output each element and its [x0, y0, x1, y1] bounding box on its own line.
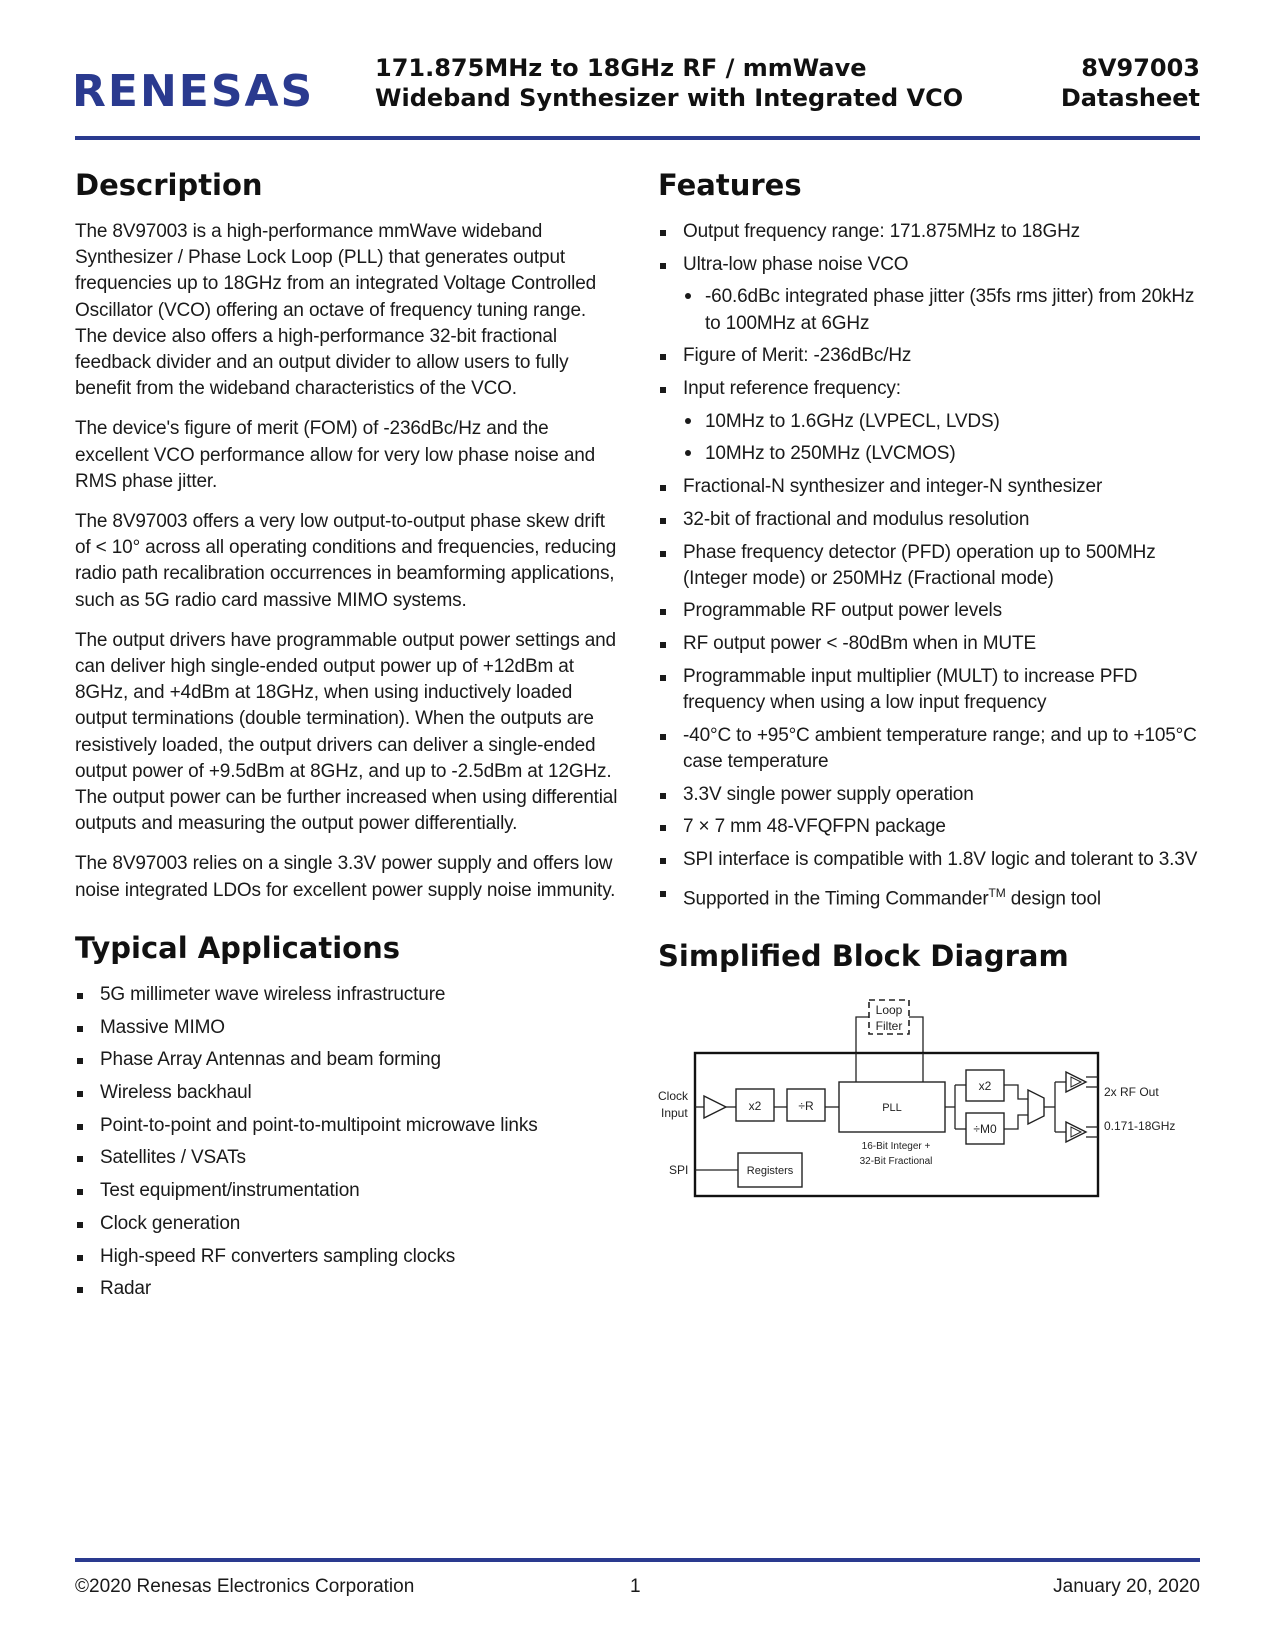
description-heading: Description — [75, 168, 263, 202]
design-tool-text: design tool — [1005, 888, 1101, 910]
copyright: ©2020 Renesas Electronics Corporation — [75, 1576, 415, 1597]
block-diagram-heading: Simplified Block Diagram — [658, 939, 1069, 974]
loop-filter-label: Filter — [875, 1019, 903, 1034]
document-id — [1061, 53, 1200, 113]
applications-heading: Typical Applications — [75, 930, 400, 965]
clock-input-label: Clock — [658, 1089, 689, 1104]
list-item: Output frequency range: 171.875MHz to 18GHz — [658, 219, 1203, 245]
list-item: 7 × 7 mm 48-VFQFPN package — [658, 814, 1203, 840]
description-paragraph: The 8V97003 is a high-performance mmWave wideband Synthesizer / Phase Lock Loop (PLL) that generates output frequencies up to 18GHz from an integrated Voltage Controlled Oscillator (VCO) offering an octave of frequency tuning range. The device also offers a high-performance 32-bit fractional feedback divider and an output divider to allow users to fully benefit from the wideband characteristics of the VCO. — [75, 221, 597, 400]
list-item: Programmable RF output power levels — [658, 598, 1203, 624]
title-line-2: Wideband Synthesizer with Integrated VCO — [375, 84, 964, 112]
signal-wire — [1004, 1115, 1028, 1129]
signal-wire — [1004, 1085, 1028, 1099]
output-driver — [1066, 1072, 1086, 1092]
list-item: Programmable input multiplier (MULT) to increase PFD frequency when using a low input frequency — [658, 664, 1203, 716]
list-item: RF output power < -80dBm when in MUTE — [658, 631, 1203, 657]
list-item: Clock generation — [75, 1211, 620, 1237]
timing-commander-text: Supported in the Timing Commander — [683, 888, 989, 910]
loop-filter-wire — [856, 1017, 869, 1053]
list-item: Ultra-low phase noise VCO — [658, 252, 1203, 278]
list-item — [658, 880, 1203, 913]
features-heading: Features — [658, 168, 802, 202]
list-item: SPI interface is compatible with 1.8V logic and tolerant to 3.3V — [658, 847, 1203, 873]
list-item: Point-to-point and point-to-multipoint microwave links — [75, 1113, 620, 1139]
loop-filter-wire — [909, 1017, 923, 1053]
features-section — [658, 165, 1203, 912]
applications-section — [75, 928, 620, 1303]
description-paragraph: The 8V97003 relies on a single 3.3V power supply and offers low noise integrated LDOs for excellent power supply noise immunity. — [75, 853, 616, 901]
rf-out-label: 2x RF Out — [1104, 1085, 1159, 1100]
output-driver — [1066, 1122, 1086, 1142]
logo-text: RENESAS — [72, 66, 315, 116]
block-diagram-section — [658, 936, 1203, 1210]
output-doubler-label: x2 — [978, 1079, 992, 1094]
description-paragraph: The output drivers have programmable output power settings and can deliver high single-ended output power up of +12dBm at 8GHz, and +4dBm at 18GHz, when using inductively loaded output terminations (double termination). When the outputs are resistively loaded, the output drivers can deliver a single-ended output power of +9.5dBm at 8GHz, and up to -2.5dBm at 12GHz. The output power can be further increased when using differential outputs and measuring the output power differentially. — [75, 629, 618, 835]
description-section — [75, 165, 620, 904]
description-paragraph: The 8V97003 offers a very low output-to-output phase skew drift of < 10° across all operating conditions and frequencies, reducing radio path recalibration occurrences in beamforming applications, such as 5G radio card massive MIMO systems. — [75, 511, 617, 611]
r-divider-label: ÷R — [798, 1099, 814, 1114]
publication-date: January 20, 2020 — [1053, 1576, 1200, 1597]
footer-divider — [75, 1558, 1200, 1562]
features-list — [658, 219, 1203, 912]
list-item: Massive MIMO — [75, 1015, 620, 1041]
list-item: Wireless backhaul — [75, 1080, 620, 1106]
page-number: 1 — [630, 1576, 641, 1597]
list-item: Phase Array Antennas and beam forming — [75, 1047, 620, 1073]
registers-label: Registers — [746, 1165, 794, 1178]
list-item: Radar — [75, 1276, 620, 1302]
document-type: Datasheet — [1060, 84, 1200, 112]
loop-filter-label: Loop — [875, 1003, 903, 1018]
input-buffer — [704, 1096, 726, 1118]
clock-input-label: Input — [661, 1106, 688, 1121]
part-number: 8V97003 — [1081, 54, 1200, 82]
list-item: Test equipment/instrumentation — [75, 1178, 620, 1204]
title-line-1: 171.875MHz to 18GHz RF / mmWave — [375, 54, 867, 82]
sub-list-item: -60.6dBc integrated phase jitter (35fs rms jitter) from 20kHz to 100MHz at 6GHz — [658, 284, 1203, 336]
header-divider — [75, 136, 1200, 140]
spi-label: SPI — [669, 1163, 689, 1178]
list-item: Input reference frequency: — [658, 376, 1203, 402]
renesas-logo — [72, 60, 322, 116]
pll-note: 16-Bit Integer + — [861, 1141, 931, 1153]
description-paragraph: The device's figure of merit (FOM) of -236dBc/Hz and the excellent VCO performance allow for very low phase noise and RMS phase jitter. — [75, 418, 596, 492]
list-item: 3.3V single power supply operation — [658, 782, 1203, 808]
pll-note: 32-Bit Fractional — [859, 1156, 933, 1168]
frequency-range-label: 0.171-18GHz — [1104, 1119, 1176, 1134]
list-item: Fractional-N synthesizer and integer-N synthesizer — [658, 474, 1203, 500]
m0-divider-label: ÷M0 — [973, 1122, 997, 1137]
list-item: Figure of Merit: -236dBc/Hz — [658, 343, 1203, 369]
document-title — [375, 53, 1015, 113]
multiplier-label: x2 — [748, 1099, 762, 1114]
left-column — [75, 165, 620, 1309]
list-item: 32-bit of fractional and modulus resolution — [658, 507, 1203, 533]
list-item: High-speed RF converters sampling clocks — [75, 1244, 620, 1270]
output-mux — [1028, 1090, 1044, 1124]
block-diagram — [658, 990, 1203, 1210]
list-item: Phase frequency detector (PFD) operation up to 500MHz (Integer mode) or 250MHz (Fractional mode) — [658, 540, 1203, 592]
list-item: Satellites / VSATs — [75, 1145, 620, 1171]
sub-list-item: 10MHz to 250MHz (LVCMOS) — [658, 441, 1203, 467]
list-item: -40°C to +95°C ambient temperature range; and up to +105°C case temperature — [658, 723, 1203, 775]
list-item: 5G millimeter wave wireless infrastructure — [75, 982, 620, 1008]
sub-list-item: 10MHz to 1.6GHz (LVPECL, LVDS) — [658, 409, 1203, 435]
applications-list — [75, 982, 620, 1303]
right-column — [658, 165, 1203, 1210]
pll-label: PLL — [882, 1102, 902, 1115]
trademark-mark: TM — [988, 885, 1006, 900]
